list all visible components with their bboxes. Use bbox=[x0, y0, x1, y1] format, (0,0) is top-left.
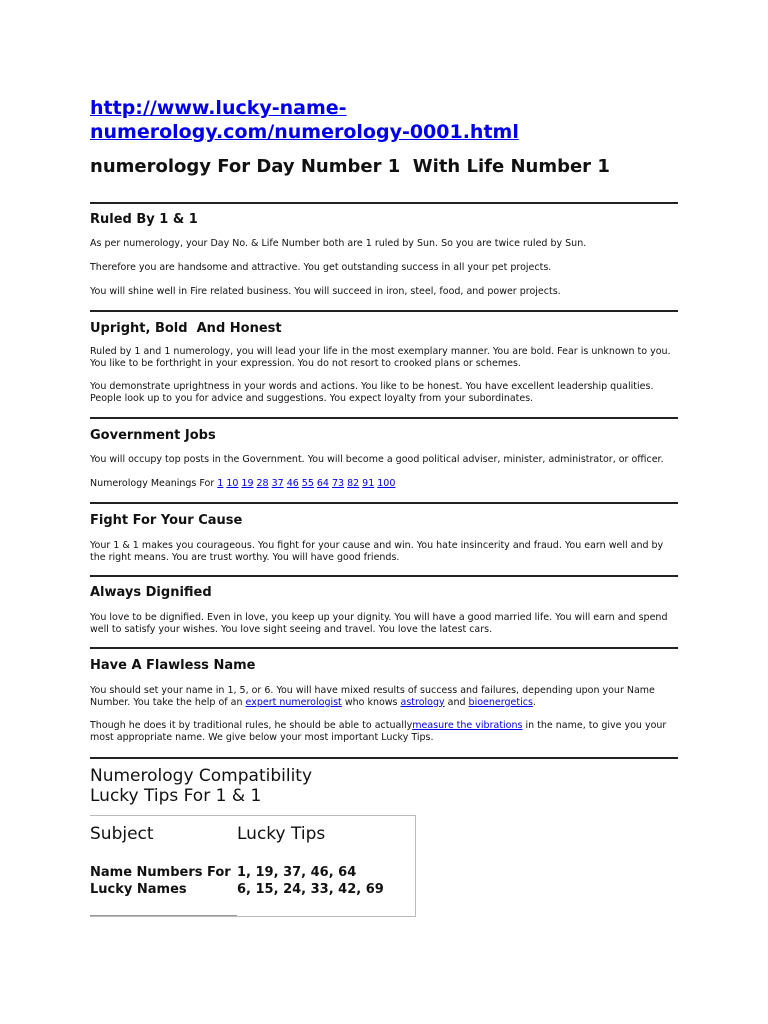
numerology-meaning-link-64[interactable]: 64 bbox=[316, 478, 329, 489]
measure-vibrations-link[interactable]: measure the vibrations bbox=[412, 720, 523, 731]
text: You should set your name in 1, 5, or 6. You will have mixed results of success and failures, depending upon your Name Number. You take the help of an bbox=[90, 685, 655, 708]
lucky-tips-heading: Lucky Tips For 1 & 1 bbox=[90, 786, 262, 806]
divider bbox=[90, 647, 678, 649]
heading-government-jobs: Government Jobs bbox=[90, 428, 216, 443]
table-row bbox=[90, 858, 415, 916]
text: . bbox=[532, 696, 536, 708]
heading-fight-for-your-cause: Fight For Your Cause bbox=[90, 513, 243, 528]
numerology-meaning-link-10[interactable]: 10 bbox=[226, 478, 239, 489]
numerology-meaning-link-91[interactable]: 91 bbox=[362, 478, 375, 489]
meanings-links bbox=[217, 478, 398, 489]
compatibility-heading: Numerology Compatibility bbox=[90, 766, 313, 786]
row-value-line-1: 1, 19, 37, 46, 64 bbox=[237, 865, 357, 880]
column-header-subject: Subject bbox=[90, 824, 154, 844]
text: and bbox=[444, 696, 469, 708]
row-label-line-1: Name Numbers For bbox=[90, 865, 231, 880]
divider bbox=[90, 310, 678, 312]
numerology-meaning-link-46[interactable]: 46 bbox=[286, 478, 299, 489]
numerology-meaning-link-19[interactable]: 19 bbox=[241, 478, 254, 489]
paragraph-government-1: You will occupy top posts in the Government. You will become a good political adviser, minister, administrator, or officer. bbox=[90, 454, 664, 465]
divider bbox=[90, 502, 678, 504]
row-subject-cell bbox=[90, 858, 237, 916]
row-value-cell bbox=[237, 858, 415, 916]
page-url-link[interactable] bbox=[90, 96, 610, 144]
paragraph-dignified-1: You love to be dignified. Even in love, you keep up your dignity. You will have a good married life. You will earn and spend well to satisfy your wishes. You love sight seeing and travel. You love the latest cars. bbox=[90, 612, 668, 635]
paragraph-ruled-3: You will shine well in Fire related business. You will succeed in iron, steel, food, and power projects. bbox=[90, 286, 561, 297]
paragraph-flawless-2 bbox=[90, 720, 680, 743]
paragraph-fight-1: Your 1 & 1 makes you courageous. You fight for your cause and win. You hate insincerity and fraud. You earn well and by the right means. You are trust worthy. You will have good friends. bbox=[90, 540, 664, 563]
paragraph-upright-1: Ruled by 1 and 1 numerology, you will lead your life in the most exemplary manner. You are bold. Fear is unknown to you. You like to be forthright in your expression. You do not resort to crooked plans or schemes. bbox=[90, 346, 671, 369]
numerology-meaning-link-37[interactable]: 37 bbox=[271, 478, 284, 489]
astrology-link[interactable]: astrology bbox=[400, 696, 445, 708]
bioenergetics-link[interactable]: bioenergetics bbox=[468, 696, 533, 708]
heading-ruled-by: Ruled By 1 & 1 bbox=[90, 212, 198, 227]
numerology-meaning-link-1[interactable]: 1 bbox=[217, 478, 224, 489]
divider bbox=[90, 575, 678, 577]
heading-flawless-name: Have A Flawless Name bbox=[90, 658, 256, 673]
heading-upright: Upright, Bold And Honest bbox=[90, 321, 282, 336]
divider bbox=[90, 757, 678, 759]
row-value-line-2: 6, 15, 24, 33, 42, 69 bbox=[237, 882, 384, 897]
lucky-tips-table bbox=[90, 815, 416, 917]
column-header-lucky-tips: Lucky Tips bbox=[237, 824, 326, 844]
paragraph-upright-2: You demonstrate uprightness in your words and actions. You like to be honest. You have excellent leadership qualities. People look up to you for advice and suggestions. You expect loyalty from your subordinates. bbox=[90, 381, 654, 404]
paragraph-ruled-1: As per numerology, your Day No. & Life Number both are 1 ruled by Sun. So you are twice ruled by Sun. bbox=[90, 238, 587, 249]
heading-always-dignified: Always Dignified bbox=[90, 585, 212, 600]
meanings-label: Numerology Meanings For bbox=[90, 478, 218, 489]
numerology-meaning-link-73[interactable]: 73 bbox=[331, 478, 345, 489]
numerology-meaning-link-82[interactable]: 82 bbox=[347, 478, 360, 489]
divider bbox=[90, 202, 678, 204]
page-title: numerology For Day Number 1 With Life Number 1 bbox=[90, 156, 610, 177]
paragraph-flawless-1 bbox=[90, 685, 680, 708]
row-label-line-2: Lucky Names bbox=[90, 882, 187, 897]
paragraph-ruled-2: Therefore you are handsome and attractive. You get outstanding success in all your pet projects. bbox=[90, 262, 552, 273]
expert-numerologist-link[interactable]: expert numerologist bbox=[245, 696, 342, 708]
url-line-2[interactable]: numerology.com/numerology-0001.html bbox=[90, 121, 519, 143]
numerology-meaning-link-100[interactable]: 100 bbox=[377, 478, 396, 489]
text: in the name, to give you your most appropriate name. We give below your most important Lucky Tips. bbox=[90, 720, 667, 743]
text: who knows bbox=[341, 696, 401, 708]
divider bbox=[90, 417, 678, 419]
table-header-row bbox=[90, 816, 415, 858]
numerology-meaning-link-55[interactable]: 55 bbox=[301, 478, 314, 489]
numerology-meanings-line bbox=[90, 478, 680, 490]
numerology-meaning-link-28[interactable]: 28 bbox=[256, 478, 269, 489]
url-line-1[interactable]: http://www.lucky-name- bbox=[90, 97, 347, 119]
text: Though he does it by traditional rules, he should be able to actually bbox=[90, 720, 413, 731]
